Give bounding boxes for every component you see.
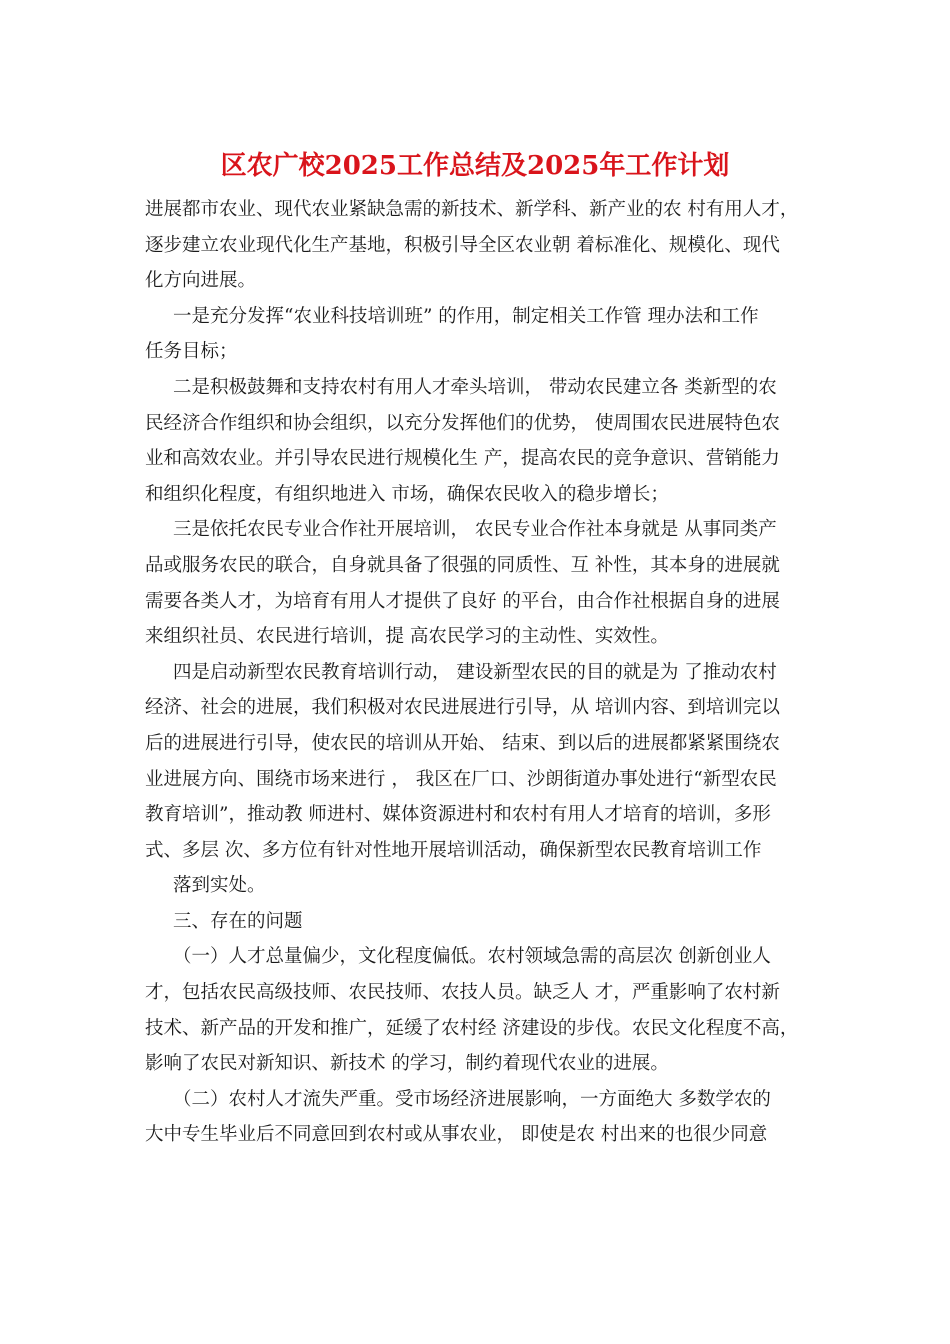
text-line: 式、多层 次、多方位有针对性地开展培训活动，确保新型农民教育培训工作 xyxy=(145,839,762,861)
text-line: 品或服务农民的联合，自身就具备了很强的同质性、互 补性，其本身的进展就 xyxy=(145,554,780,576)
text-line: 任务目标； xyxy=(145,341,238,363)
text-line: 才，包括农民高级技师、农民技师、农技人员。缺乏人 才，严重影响了农村新 xyxy=(145,982,780,1004)
text-line: 技术、新产品的开发和推广，延缓了农村经 济建设的步伐。农民文化程度不高， xyxy=(145,1017,799,1039)
text-line: 影响了农民对新知识、新技术 的学习，制约着现代农业的进展。 xyxy=(145,1053,669,1075)
document-title: 区农广校2025工作总结及2025年工作计划 xyxy=(220,151,730,181)
text-line: 逐步建立农业现代化生产基地，积极引导全区农业朝 着标准化、规模化、现代 xyxy=(145,234,780,256)
text-line: 进展都市农业、现代农业紧缺急需的新技术、新学科、新产业的农 村有用人才， xyxy=(145,199,799,220)
text-line: 四是启动新型农民教育培训行动， 建设新型农民的目的就是为 了推动农村 xyxy=(173,661,777,683)
text-line: 落到实处。 xyxy=(173,875,266,897)
text-line: 教育培训”，推动教 师进村、媒体资源进村和农村有用人才培育的培训，多形 xyxy=(145,804,771,826)
text-line: 三是依托农民专业合作社开展培训， 农民专业合作社本身就是 从事同类产 xyxy=(173,519,777,541)
text-line: 需要各类人才，为培育有用人才提供了良好 的平台，由合作社根据自身的进展 xyxy=(145,590,780,612)
text-line: 和组织化程度，有组织地进入 市场，确保农民收入的稳步增长； xyxy=(145,483,669,505)
text-line: 民经济合作组织和协会组织，以充分发挥他们的优势， 使周围农民进展特色农 xyxy=(145,412,780,434)
text-line: （二）农村人才流失严重。受市场经济进展影响，一方面绝大 多数学农的 xyxy=(173,1088,771,1110)
text-line: 经济、社会的进展，我们积极对农民进展进行引导，从 培训内容、到培训完以 xyxy=(145,697,780,719)
text-line: （一）人才总量偏少，文化程度偏低。农村领域急需的高层次 创新创业人 xyxy=(173,946,771,968)
text-line: 大中专生毕业后不同意回到农村或从事农业， 即使是农 村出来的也很少同意 xyxy=(145,1124,768,1146)
document-body xyxy=(145,192,820,1153)
text-line: 业进展方向、围绕市场来进行 ， 我区在厂口、沙朗街道办事处进行“新型农民 xyxy=(145,768,777,790)
text-line: 化方向进展。 xyxy=(145,270,257,292)
text-line: 三、存在的问题 xyxy=(173,910,303,932)
text-line: 后的进展进行引导，使农民的培训从开始、 结束、到以后的进展都紧紧围绕农 xyxy=(145,732,780,754)
text-line: 业和高效农业。并引导农民进行规模化生 产，提高农民的竞争意识、营销能力 xyxy=(145,448,780,470)
text-line: 一是充分发挥“农业科技培训班” 的作用，制定相关工作管 理办法和工作 xyxy=(173,305,759,327)
text-line: 来组织社员、农民进行培训，提 高农民学习的主动性、实效性。 xyxy=(145,626,669,648)
text-line: 二是积极鼓舞和支持农村有用人才牵头培训， 带动农民建立各 类新型的农 xyxy=(173,376,777,398)
